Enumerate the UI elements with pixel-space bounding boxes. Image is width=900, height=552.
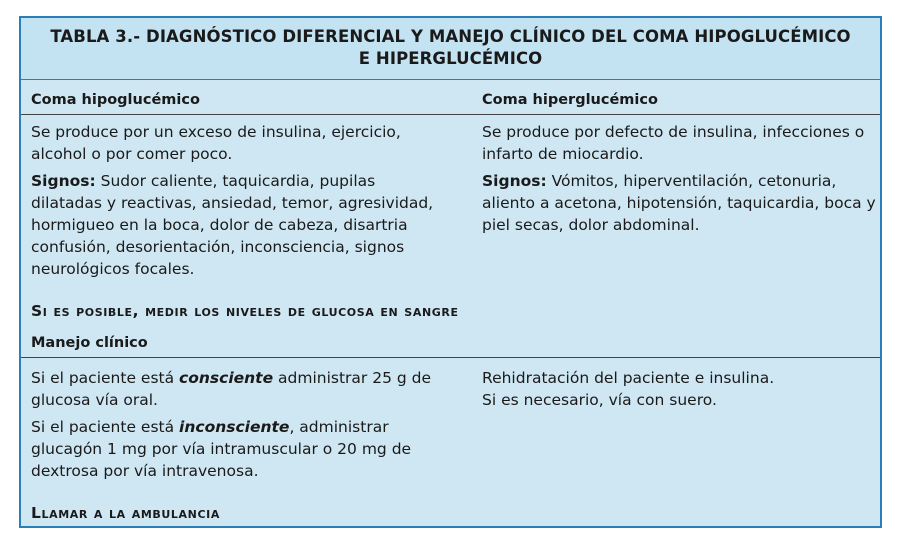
hypo-management-cell <box>31 367 451 487</box>
hypo-signs <box>31 170 451 280</box>
table-title <box>21 18 880 80</box>
hypo-signs-label: Signos: <box>31 172 96 190</box>
hyper-signs-text: Vómitos, hiperventilación, cetonuria, aliento a acetona, hipotensión, taquicardia, boca y piel secas, dolor abdominal. <box>482 172 876 234</box>
hypo-unconscious <box>31 416 451 482</box>
hypo-conscious-post: administrar 25 g de glucosa vía oral. <box>31 369 432 409</box>
clinical-table <box>19 16 882 528</box>
management-heading: Manejo clínico <box>31 335 148 351</box>
column-header-hyper: Coma hiperglucémico <box>482 92 658 108</box>
hypo-conscious-word: consciente <box>179 369 274 387</box>
hyper-signs-label: Signos: <box>482 172 547 190</box>
hypo-unconscious-post: , administrar glucagón 1 mg por vía intramuscular o 20 mg de dextrosa por vía intravenosa. <box>31 418 412 480</box>
hypo-cause: Se produce por un exceso de insulina, ejercicio, alcohol o por comer poco. <box>31 123 401 163</box>
column-header-row <box>21 80 880 115</box>
hyper-management-line-1: Rehidratación del paciente e insulina. <box>482 369 775 387</box>
hypo-conscious <box>31 367 451 411</box>
hypo-signs-text: Sudor caliente, taquicardia, pupilas dilatadas y reactivas, ansiedad, temor, agresividad, hormigueo en la boca, dolor de cabeza, disartria confusión, desorientación, inconsciencia, signos neurológicos focales. <box>31 172 434 278</box>
hyper-signs <box>482 170 877 236</box>
title-line-1: TABLA 3.- DIAGNÓSTICO DIFERENCIAL Y MANEJO CLÍNICO DEL COMA HIPOGLUCÉMICO <box>50 27 851 46</box>
hypo-conscious-pre: Si el paciente está <box>31 369 180 387</box>
hyper-diagnosis-cell <box>482 121 877 241</box>
hyper-management-line-2: Si es necesario, vía con suero. <box>482 391 717 409</box>
management-header-row <box>21 329 880 358</box>
hyper-management-cell <box>482 367 877 411</box>
hypo-unconscious-word: inconsciente <box>179 418 290 436</box>
glucose-note: Si es posible, medir los niveles de glucosa en sangre <box>31 302 459 320</box>
column-header-hypo: Coma hipoglucémico <box>31 92 200 108</box>
hypo-diagnosis-cell <box>31 121 451 285</box>
hyper-cause: Se produce por defecto de insulina, infecciones o infarto de miocardio. <box>482 123 865 163</box>
title-line-2: E HIPERGLUCÉMICO <box>358 49 543 68</box>
ambulance-note: Llamar a la ambulancia <box>31 504 220 522</box>
hypo-unconscious-pre: Si el paciente está <box>31 418 180 436</box>
